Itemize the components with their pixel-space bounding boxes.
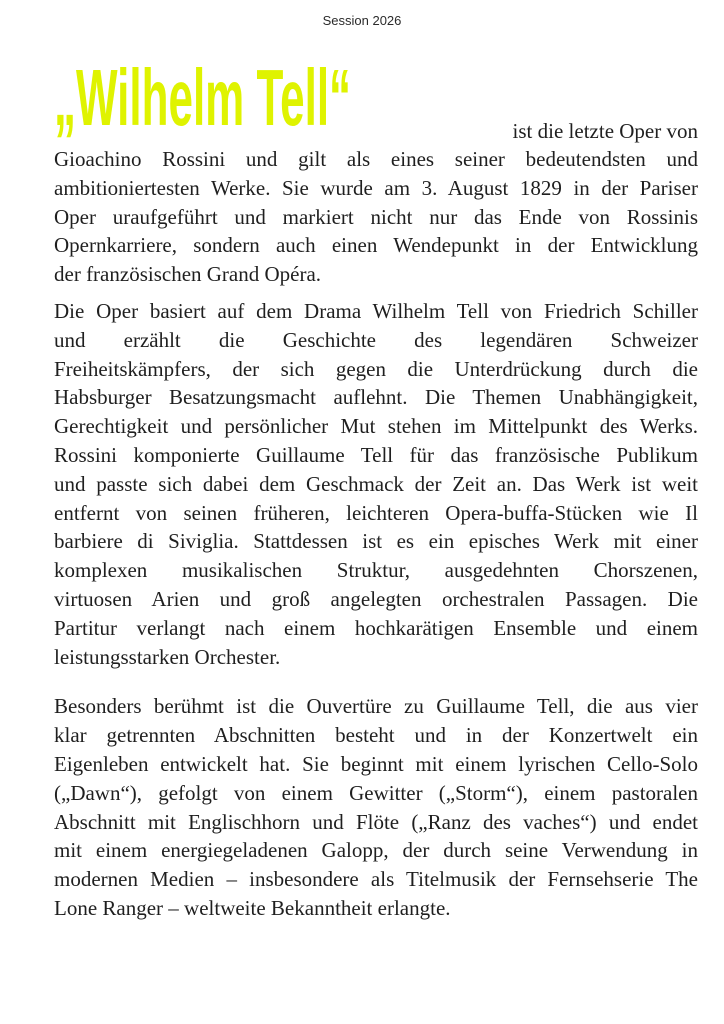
body-text-line: modernen Medien – insbesondere als Titelmusik der Fernsehserie The — [54, 867, 698, 892]
body-text-line: virtuosen Arien und groß angelegten orchestralen Passagen. Die — [54, 586, 698, 611]
paragraph-lines — [54, 692, 698, 922]
body-text-line: („Dawn“), gefolgt von einem Gewitter („Storm“), einem pastoralen — [54, 780, 698, 805]
document-title: „Wilhelm Tell“ — [54, 53, 352, 142]
paragraph-3 — [54, 692, 698, 922]
title-line — [54, 53, 698, 143]
paragraph-2 — [54, 297, 698, 671]
paragraph-lines — [54, 297, 698, 671]
body-text-line: klar getrennten Abschnitten besteht und in der Konzertwelt ein — [54, 723, 698, 748]
paragraph-lines — [54, 145, 698, 289]
body-text-line: komplexen musikalischen Struktur, ausgedehnten Chorszenen, — [54, 558, 698, 583]
document-title-box — [54, 53, 352, 142]
body-text-line: entfernt von seinen früheren, leichteren Opera-buffa-Stücken wie Il — [54, 500, 698, 525]
session-header: Session 2026 — [322, 13, 402, 28]
body-text-line: barbiere di Siviglia. Stattdessen ist es ein episches Werk mit einer — [54, 529, 698, 554]
body-text-line: Partitur verlangt nach einem hochkarätigen Ensemble und einem — [54, 615, 698, 640]
body-text-line: Opernkarriere, sondern auch einen Wendepunkt in der Entwicklung — [54, 233, 698, 258]
document-body — [54, 53, 698, 923]
body-text-line: Freiheitskämpfers, der sich gegen die Unterdrückung durch die — [54, 356, 698, 381]
body-text-line: Abschnitt mit Englischhorn und Flöte („Ranz des vaches“) und endet — [54, 809, 698, 834]
body-text-line: Habsburger Besatzungsmacht auflehnt. Die Themen Unabhängigkeit, — [54, 385, 698, 410]
body-text-line: Oper uraufgeführt und markiert nicht nur das Ende von Rossinis — [54, 204, 698, 229]
body-text-line: ist die letzte Oper von — [512, 119, 698, 143]
body-text-line: Gioachino Rossini und gilt als eines seiner bedeutendsten und — [54, 147, 698, 171]
body-text-line: mit einem energiegeladenen Galopp, der durch seine Verwendung in — [54, 838, 698, 863]
body-text-line: Gerechtigkeit und persönlicher Mut stehen im Mittelpunkt des Werks. — [54, 414, 698, 439]
body-text-line: Eigenleben entwickelt hat. Sie beginnt mit einem lyrischen Cello-Solo — [54, 751, 698, 776]
body-text-line: und erzählt die Geschichte des legendären Schweizer — [54, 327, 698, 352]
body-text-line: Lone Ranger – weltweite Bekanntheit erlangte. — [54, 895, 451, 920]
body-text-line: Die Oper basiert auf dem Drama Wilhelm Tell von Friedrich Schiller — [54, 298, 698, 323]
body-text-line: Besonders berühmt ist die Ouvertüre zu Guillaume Tell, die aus vier — [54, 694, 698, 719]
body-text-line: Rossini komponierte Guillaume Tell für das französische Publikum — [54, 442, 698, 467]
paragraph-1 — [54, 53, 698, 289]
body-text-line: der französischen Grand Opéra. — [54, 262, 322, 287]
body-text-line: ambitioniertesten Werke. Sie wurde am 3. August 1829 in der Pariser — [54, 175, 698, 200]
body-text-line: leistungsstarken Orchester. — [54, 644, 281, 669]
body-text-line: und passte sich dabei dem Geschmack der Zeit an. Das Werk ist weit — [54, 471, 698, 496]
